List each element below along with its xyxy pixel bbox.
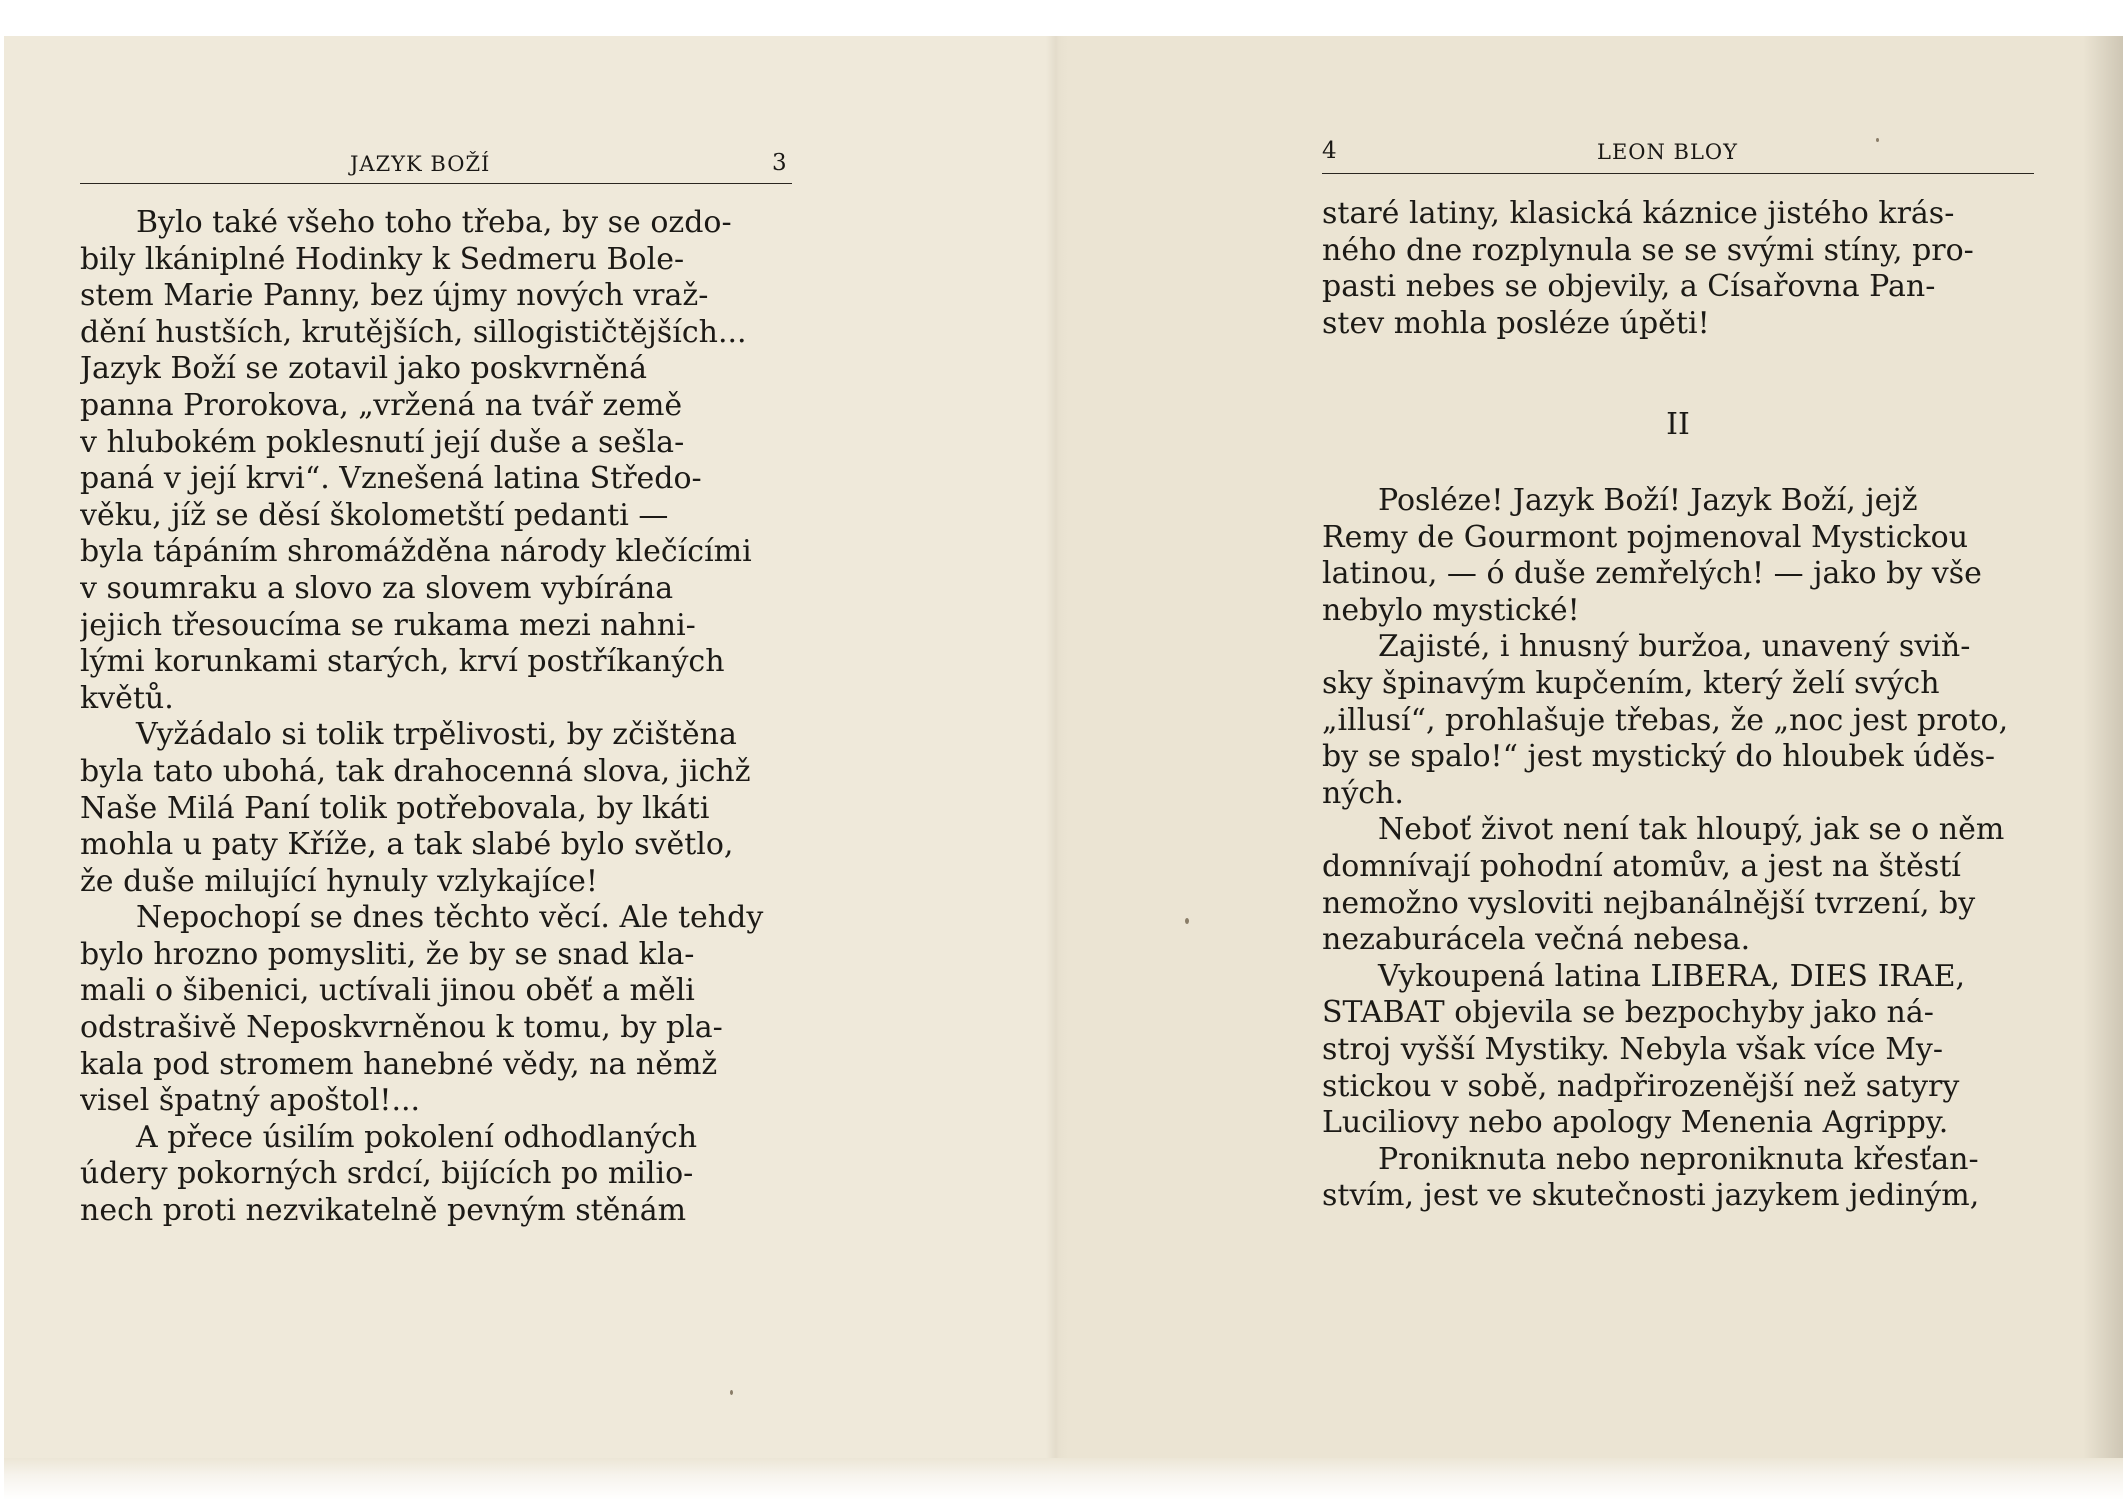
text-line: stroj vyšší Mystiky. Nebyla však více My- <box>1322 1031 1943 1067</box>
text-line: údery pokorných srdcí, bijících po milio- <box>80 1156 694 1192</box>
text-line: stickou v sobě, nadpřirozenější než satyry <box>1322 1068 1960 1104</box>
text-line: byla tápáním shromážděna národy klečícími <box>80 534 752 570</box>
text-line: Neboť život není tak hloupý, jak se o něm <box>1378 812 2005 848</box>
right-page-text-top <box>1322 196 2034 342</box>
page-edge-shadow <box>2083 36 2123 1460</box>
text-line: lými korunkami starých, krví postříkaných <box>80 644 725 680</box>
text-line: že duše milující hynuly vzlykajíce! <box>80 863 598 899</box>
text-line: latinou, — ó duše zemřelých! — jako by vše <box>1322 556 1982 592</box>
text-line: kala pod stromem hanebné vědy, na němž <box>80 1046 718 1082</box>
text-line: bylo hrozno pomysliti, že by se snad kla- <box>80 936 695 972</box>
section-heading: II <box>1666 407 1690 442</box>
book-gutter <box>1046 36 1068 1460</box>
left-header-rule <box>80 183 792 184</box>
text-line: byla tato ubohá, tak drahocenná slova, jichž <box>80 753 751 789</box>
text-line: staré latiny, klasická káznice jistého krás- <box>1322 196 1955 231</box>
left-running-head: JAZYK BOŽÍ <box>350 152 491 176</box>
text-line: panna Prorokova, „vržená na tvář země <box>80 387 683 423</box>
text-line: visel špatný apoštol!... <box>80 1083 421 1119</box>
right-running-head: LEON BLOY <box>1597 140 1738 164</box>
text-line: v soumraku a slovo za slovem vybírána <box>80 570 674 606</box>
left-running-header <box>80 152 792 182</box>
text-line: mali o šibenici, uctívali jinou oběť a měli <box>80 973 695 1009</box>
text-line: dění hustších, krutějších, sillogističtějších... <box>80 314 747 350</box>
text-line: bily lkániplné Hodinky k Sedmeru Bole- <box>80 241 685 277</box>
text-line: Luciliovy nebo apology Menenia Agrippy. <box>1322 1105 1949 1141</box>
text-line: Posléze! Jazyk Boží! Jazyk Boží, jejž <box>1378 483 1918 518</box>
text-line: ného dne rozplynula se se svými stíny, pro- <box>1322 232 1974 268</box>
text-line: Zajisté, i hnusný buržoa, unavený sviň- <box>1378 629 1971 665</box>
text-line: stev mohla posléze úpěti! <box>1322 305 1710 341</box>
text-line: pasti nebes se objevily, a Císařovna Pan- <box>1322 269 1936 305</box>
text-line: Vyžádalo si tolik trpělivosti, by zčištěna <box>136 717 737 753</box>
text-line: květů. <box>80 680 174 716</box>
text-line: Naše Milá Paní tolik potřebovala, by lkáti <box>80 790 710 826</box>
text-line: domnívají pohodní atomův, a jest na štěstí <box>1322 848 1961 884</box>
text-line: by se spalo!“ jest mystický do hloubek úděs- <box>1322 739 1995 775</box>
right-header-rule <box>1322 173 2034 174</box>
text-line: nebylo mystické! <box>1322 592 1580 628</box>
left-page-number: 3 <box>772 150 787 176</box>
text-line: A přece úsilím pokolení odhodlaných <box>136 1119 698 1155</box>
scan-speck <box>1185 918 1189 924</box>
text-line: věku, jíž se děsí školometští pedanti — <box>80 497 669 533</box>
text-line: odstrašivě Neposkvrněnou k tomu, by pla- <box>80 1010 723 1046</box>
text-line: Remy de Gourmont pojmenoval Mystickou <box>1322 519 1969 555</box>
text-line: Bylo také všeho toho třeba, by se ozdo- <box>136 205 732 240</box>
text-line: nezaburácela večná nebesa. <box>1322 922 1751 958</box>
text-line: Nepochopí se dnes těchto věcí. Ale tehdy <box>136 900 764 936</box>
text-line: Jazyk Boží se zotavil jako poskvrněná <box>80 351 647 387</box>
text-line: „illusí“, prohlašuje třebas, že „noc jest proto, <box>1322 702 2009 738</box>
text-line: stvím, jest ve skutečnosti jazykem jediným, <box>1322 1178 1980 1214</box>
text-line: mohla u paty Kříže, a tak slabé bylo světlo, <box>80 827 734 863</box>
right-page-text-bottom <box>1322 483 2034 1215</box>
text-line: Vykoupená latina LIBERA, DIES IRAE, <box>1378 958 1966 994</box>
right-page-number: 4 <box>1322 138 1337 164</box>
left-page-text <box>80 205 792 1230</box>
scan-speck <box>730 1390 733 1395</box>
text-line: nemožno vysloviti nejbanálnější tvrzení, by <box>1322 885 1976 921</box>
bottom-shadow <box>4 1458 2123 1500</box>
text-line: jejich třesoucíma se rukama mezi nahni- <box>80 607 696 643</box>
text-line: nech proti nezvikatelně pevným stěnám <box>80 1193 687 1229</box>
text-line: Proniknuta nebo neproniknuta křesťan- <box>1378 1141 1979 1177</box>
text-line: stem Marie Panny, bez újmy nových vraž- <box>80 278 709 314</box>
text-line: paná v její krvi“. Vznešená latina Středo- <box>80 461 702 497</box>
text-line: STABAT objevila se bezpochyby jako ná- <box>1322 995 1934 1031</box>
text-line: ných. <box>1322 775 1404 811</box>
right-running-header <box>1322 140 2034 170</box>
text-line: sky špinavým kupčením, který želí svých <box>1322 665 1940 701</box>
text-line: v hlubokém poklesnutí její duše a sešla- <box>80 424 685 460</box>
